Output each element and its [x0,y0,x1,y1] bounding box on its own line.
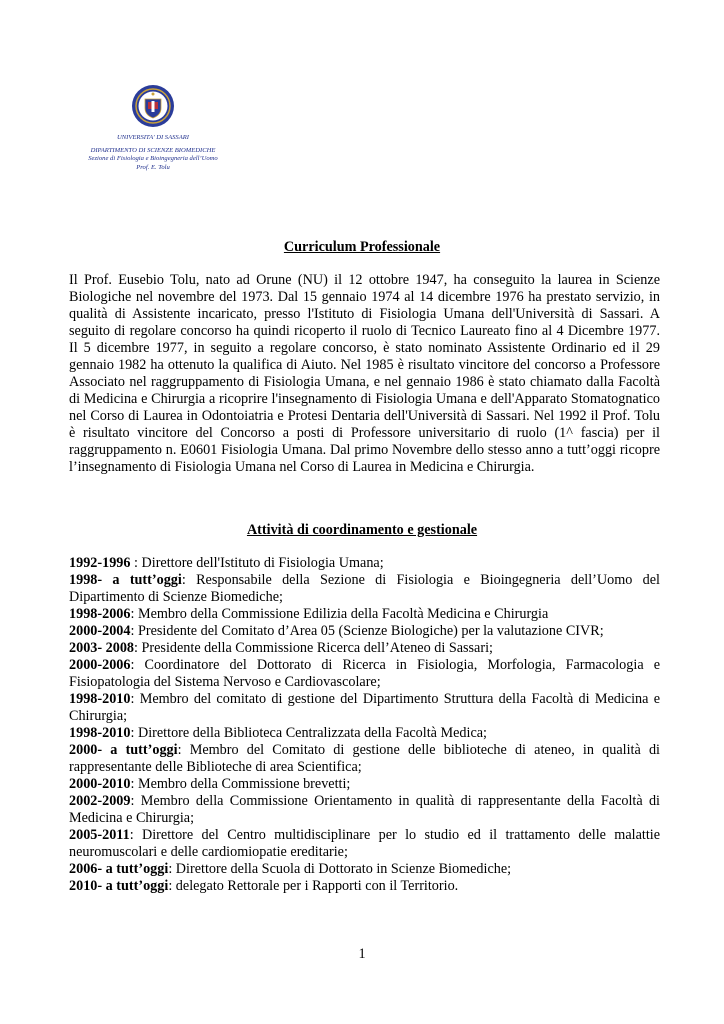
activity-years: 2000-2010 [69,776,131,792]
activity-description: : Membro della Commissione Orientamento in qualità di rappresentante della Facoltà di Medicina e Chirurgia; [69,793,660,826]
activity-description: : Coordinatore del Dottorato di Ricerca in Fisiologia, Morfologia, Farmacologia e Fisiopatologia del Sistema Nervoso e Cardiovascolare; [69,657,660,690]
activity-item [69,776,660,793]
activity-item [69,555,660,572]
activity-item [69,827,660,861]
activity-description: : Direttore dell'Istituto di Fisiologia Umana; [130,555,384,571]
university-name: UNIVERSITA' DI SASSARI [117,134,189,141]
activity-description: : Membro del comitato di gestione del Dipartimento Struttura della Facoltà di Medicina e Chirurgia; [69,691,660,724]
activity-years: 1992-1996 [69,555,131,571]
activity-years: 2006- a tutt’oggi [69,861,169,877]
activity-item [69,606,660,623]
activity-description: : Membro della Commissione Edilizia della Facoltà Medicina e Chirurgia [130,606,549,622]
activity-item [69,725,660,742]
activity-description: : Direttore della Scuola di Dottorato in Scienze Biomediche; [168,861,512,877]
activity-description: : Presidente del Comitato d’Area 05 (Scienze Biologiche) per la valutazione CIVR; [130,623,604,639]
section-title: Attività di coordinamento e gestionale [246,522,478,538]
activity-years: 2005-2011 [69,827,130,843]
activity-item [69,691,660,725]
activity-years: 2000- a tutt’oggi [69,742,178,758]
activity-item [69,572,660,606]
activity-years: 2000-2006 [69,657,131,673]
activity-description: : Presidente della Commissione Ricerca dell’Ateneo di Sassari; [134,640,493,656]
activity-item [69,878,660,895]
document-title: Curriculum Professionale [283,239,441,255]
activity-item [69,657,660,691]
activities-list [69,555,660,895]
activity-years: 1998- a tutt’oggi [69,572,182,588]
activity-years: 2002-2009 [69,793,131,809]
page-number: 1 [358,946,366,962]
activity-description: : Direttore della Biblioteca Centralizzata della Facoltà Medica; [130,725,487,741]
activity-years: 2010- a tutt’oggi [69,878,169,894]
activity-years: 2000-2004 [69,623,131,639]
activity-item [69,742,660,776]
professor-name: Prof. E. Tolu [136,163,170,171]
activity-years: 1998-2010 [69,691,131,707]
activity-description: : Direttore del Centro multidisciplinare per lo studio ed il trattamento delle malattie neuromuscolari e delle cardiomiopatie ereditarie; [69,827,660,860]
activity-item [69,861,660,878]
activity-description: : Responsabile della Sezione di Fisiologia e Bioingegneria dell’Uomo del Dipartimento di Scienze Biomediche; [69,572,660,605]
activity-item [69,640,660,657]
section-name: Sezione di Fisiologia e Bioingegneria dell’Uomo [88,155,218,163]
letterhead [70,84,236,172]
activity-years: 1998-2006 [69,606,131,622]
activity-description: : Membro della Commissione brevetti; [130,776,351,792]
activity-description: : delegato Rettorale per i Rapporti con il Territorio. [168,878,459,894]
intro-paragraph: Il Prof. Eusebio Tolu, nato ad Orune (NU) il 12 ottobre 1947, ha conseguito la laurea in Scienze Biologiche nel novembre del 1973. Dal 15 gennaio 1974 al 14 dicembre 1976 ha prestato servizio, in qualità di Assistente incaricato, presso l'Istituto di Fisiologia Umana dell'Università di Sassari. A seguito di regolare concorso ha quindi ricoperto il ruolo di Tecnico Laureato fino al 4 Dicembre 1977. Il 5 dicembre 1977, in seguito a regolare concorso, è stato nominato Assistente Ordinario ed il 29 gennaio 1982 ha ottenuto la qualifica di Aiuto. Nel 1985 è risultato vincitore del concorso a Professore Associato nel raggruppamento di Fisiologia Umana, e nel gennaio 1986 è stato chiamato dalla Facoltà di Medicina e Chirurgia a ricoprire l'insegnamento di Fisiologia Umana e dell'Apparato Stomatognatico nel Corso di Laurea in Odontoiatria e Protesi Dentaria dell'Università di Sassari. Nel 1992 il Prof. Tolu è risultato vincitore del Concorso a posti di Professore universitario di ruolo (1^ fascia) per il raggruppamento n. E0601 Fisiologia Umana. Dal primo Novembre dello stesso anno a tutt’oggi ricopre l’insegnamento di Fisiologia Umana nel Corso di Laurea in Medicina e Chirurgia. [69,272,660,475]
activity-years: 1998-2010 [69,725,131,741]
university-seal-icon [131,84,175,128]
activity-description: : Membro del Comitato di gestione delle biblioteche di ateneo, in qualità di rappresentante delle Biblioteche di area Scientifica; [69,742,660,775]
department-name: DIPARTIMENTO DI SCIENZE BIOMEDICHE [90,146,216,154]
activity-item [69,623,660,640]
activity-years: 2003- 2008 [69,640,135,656]
activity-item [69,793,660,827]
